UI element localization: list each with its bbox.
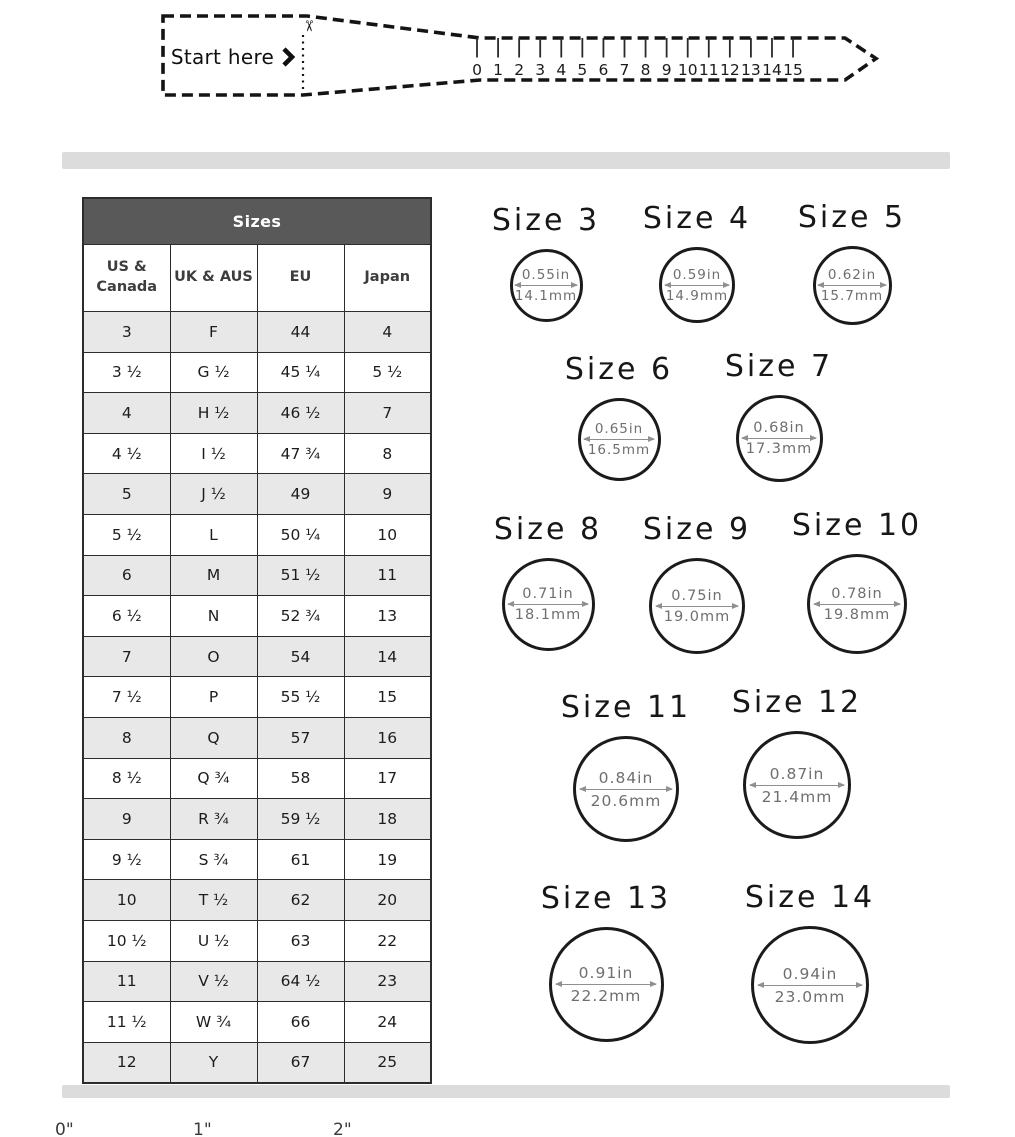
arrowhead-left-icon bbox=[555, 981, 562, 987]
ruler-number: 9 bbox=[661, 61, 672, 79]
ring-circle bbox=[751, 926, 869, 1044]
ruler-number: 13 bbox=[741, 61, 761, 79]
ring-size-label: Size 4 bbox=[642, 201, 752, 236]
ring-circle bbox=[743, 731, 851, 839]
table-row bbox=[83, 352, 431, 393]
size-cell: 54 bbox=[257, 636, 344, 677]
size-cell: 8 bbox=[344, 433, 431, 474]
size-cell: 64 ½ bbox=[257, 961, 344, 1002]
table-row bbox=[83, 433, 431, 474]
size-cell: 6 bbox=[83, 555, 170, 596]
arrowhead-right-icon bbox=[856, 982, 863, 988]
size-cell: J ½ bbox=[170, 474, 257, 515]
diameter-mm: 22.2mm bbox=[570, 987, 642, 1005]
arrowhead-right-icon bbox=[894, 601, 901, 607]
table-title: Sizes bbox=[83, 198, 431, 245]
arrowhead-left-icon bbox=[741, 435, 748, 441]
ruler-number: 8 bbox=[640, 61, 651, 79]
diameter-arrow-icon bbox=[508, 604, 588, 605]
size-cell: 11 bbox=[344, 555, 431, 596]
size-cell: 20 bbox=[344, 880, 431, 921]
size-cell: 5 bbox=[83, 474, 170, 515]
size-cell: 10 bbox=[344, 514, 431, 555]
size-cell: 55 ½ bbox=[257, 677, 344, 718]
size-cell: 7 ½ bbox=[83, 677, 170, 718]
size-cell: I ½ bbox=[170, 433, 257, 474]
size-cell: 8 ½ bbox=[83, 758, 170, 799]
size-cell: T ½ bbox=[170, 880, 257, 921]
size-cell: V ½ bbox=[170, 961, 257, 1002]
table-row bbox=[83, 839, 431, 880]
ruler-number: 5 bbox=[577, 61, 588, 79]
arrowhead-left-icon bbox=[583, 436, 590, 442]
size-cell: H ½ bbox=[170, 393, 257, 434]
ruler-number: 2 bbox=[514, 61, 525, 79]
table-row bbox=[83, 1002, 431, 1043]
ring-size-label: Size 12 bbox=[731, 685, 863, 720]
size-cell: 24 bbox=[344, 1002, 431, 1043]
ring-circle bbox=[578, 398, 661, 481]
ruler-number: 15 bbox=[783, 61, 803, 79]
size-cell: 62 bbox=[257, 880, 344, 921]
size-cell: 12 bbox=[83, 1042, 170, 1083]
size-cell: 4 ½ bbox=[83, 433, 170, 474]
ring-size-label: Size 5 bbox=[797, 199, 907, 235]
ring-circle bbox=[659, 247, 735, 323]
diameter-arrow-icon bbox=[515, 285, 577, 286]
size-cell: Q bbox=[170, 717, 257, 758]
diameter-arrow-icon bbox=[758, 985, 861, 986]
diameter-inches: 0.87in bbox=[769, 765, 825, 783]
size-cell: M bbox=[170, 555, 257, 596]
diameter-mm: 19.0mm bbox=[663, 609, 731, 625]
table-row bbox=[83, 758, 431, 799]
size-cell: 10 ½ bbox=[83, 920, 170, 961]
column-header: US & Canada bbox=[83, 245, 170, 312]
ring-circle bbox=[549, 927, 664, 1042]
size-cell: 17 bbox=[344, 758, 431, 799]
size-cell: L bbox=[170, 514, 257, 555]
size-cell: S ¾ bbox=[170, 839, 257, 880]
size-cell: 7 bbox=[344, 393, 431, 434]
start-here-label: Start here bbox=[170, 44, 275, 69]
diameter-inches: 0.55in bbox=[521, 267, 571, 283]
size-cell: 15 bbox=[344, 677, 431, 718]
diameter-mm: 15.7mm bbox=[820, 288, 884, 304]
table-row bbox=[83, 1042, 431, 1083]
ring-size-label: Size 14 bbox=[744, 880, 876, 915]
size-cell: 47 ¾ bbox=[257, 433, 344, 474]
table-row bbox=[83, 474, 431, 515]
column-header: UK & AUS bbox=[170, 245, 257, 312]
size-cell: 51 ½ bbox=[257, 555, 344, 596]
arrowhead-left-icon bbox=[507, 601, 514, 607]
diameter-arrow-icon bbox=[818, 285, 885, 286]
arrowhead-left-icon bbox=[664, 282, 671, 288]
size-cell: 59 ½ bbox=[257, 799, 344, 840]
size-cell: 45 ¼ bbox=[257, 352, 344, 393]
ring-circle bbox=[573, 736, 679, 842]
size-cell: 63 bbox=[257, 920, 344, 961]
inch-label: 2" bbox=[333, 1120, 352, 1137]
top-divider bbox=[62, 152, 950, 169]
arrowhead-right-icon bbox=[666, 786, 673, 792]
diameter-mm: 19.8mm bbox=[823, 607, 891, 623]
ruler-number: 4 bbox=[556, 61, 567, 79]
diameter-inches: 0.78in bbox=[831, 586, 883, 602]
arrowhead-right-icon bbox=[880, 282, 887, 288]
diameter-inches: 0.68in bbox=[753, 420, 805, 436]
diameter-arrow-icon bbox=[750, 785, 844, 786]
ring-size-label: Size 9 bbox=[642, 512, 752, 547]
table-body bbox=[83, 312, 431, 1084]
size-cell: 66 bbox=[257, 1002, 344, 1043]
diameter-mm: 14.1mm bbox=[514, 288, 578, 304]
size-cell: 13 bbox=[344, 596, 431, 637]
diameter-arrow-icon bbox=[584, 439, 655, 440]
diameter-inches: 0.94in bbox=[782, 965, 838, 983]
size-cell: 3 bbox=[83, 312, 170, 353]
diameter-mm: 18.1mm bbox=[514, 607, 582, 623]
diameter-arrow-icon bbox=[580, 789, 672, 790]
arrowhead-right-icon bbox=[838, 782, 845, 788]
table-row bbox=[83, 312, 431, 353]
table-row bbox=[83, 799, 431, 840]
arrowhead-right-icon bbox=[723, 282, 730, 288]
arrowhead-left-icon bbox=[817, 282, 824, 288]
size-cell: 8 bbox=[83, 717, 170, 758]
size-cell: 4 bbox=[83, 393, 170, 434]
ruler-number: 10 bbox=[677, 61, 698, 79]
table-row bbox=[83, 717, 431, 758]
size-cell: 7 bbox=[83, 636, 170, 677]
table-row bbox=[83, 961, 431, 1002]
ruler-number: 3 bbox=[535, 61, 546, 79]
ring-sizer-strip bbox=[0, 0, 1015, 112]
size-cell: Q ¾ bbox=[170, 758, 257, 799]
ruler-number: 14 bbox=[762, 61, 782, 79]
table-row bbox=[83, 880, 431, 921]
size-cell: 3 ½ bbox=[83, 352, 170, 393]
diameter-mm: 17.3mm bbox=[745, 441, 813, 457]
size-cell: 11 ½ bbox=[83, 1002, 170, 1043]
diameter-inches: 0.62in bbox=[827, 267, 877, 283]
size-cell: 57 bbox=[257, 717, 344, 758]
diameter-arrow-icon bbox=[814, 604, 901, 605]
ruler-number: 1 bbox=[493, 61, 504, 79]
diameter-arrow-icon bbox=[556, 984, 656, 985]
size-cell: O bbox=[170, 636, 257, 677]
size-cell: 49 bbox=[257, 474, 344, 515]
diameter-mm: 23.0mm bbox=[774, 988, 846, 1006]
size-cell: 10 bbox=[83, 880, 170, 921]
diameter-arrow-icon bbox=[665, 285, 729, 286]
arrowhead-left-icon bbox=[749, 782, 756, 788]
size-cell: 9 ½ bbox=[83, 839, 170, 880]
size-cell: G ½ bbox=[170, 352, 257, 393]
arrowhead-left-icon bbox=[579, 786, 586, 792]
ring-size-label: Size 6 bbox=[564, 351, 674, 387]
ring-circle bbox=[807, 554, 907, 654]
arrowhead-right-icon bbox=[582, 601, 589, 607]
size-cell: Y bbox=[170, 1042, 257, 1083]
diameter-inches: 0.84in bbox=[598, 769, 654, 787]
size-cell: 5 ½ bbox=[83, 514, 170, 555]
arrowhead-right-icon bbox=[810, 435, 817, 441]
table-row bbox=[83, 920, 431, 961]
size-cell: 44 bbox=[257, 312, 344, 353]
size-cell: 61 bbox=[257, 839, 344, 880]
inch-label: 0" bbox=[55, 1120, 74, 1137]
size-cell: 19 bbox=[344, 839, 431, 880]
ring-circle bbox=[649, 558, 745, 654]
table-row bbox=[83, 677, 431, 718]
diameter-inches: 0.65in bbox=[594, 421, 644, 437]
column-header: EU bbox=[257, 245, 344, 312]
column-header: Japan bbox=[344, 245, 431, 312]
ring-circle bbox=[510, 249, 583, 322]
diameter-inches: 0.71in bbox=[522, 586, 574, 602]
ring-circle bbox=[813, 246, 892, 325]
size-cell: 4 bbox=[344, 312, 431, 353]
size-cell: 25 bbox=[344, 1042, 431, 1083]
ring-size-label: Size 13 bbox=[540, 880, 672, 916]
diameter-inches: 0.59in bbox=[672, 267, 722, 283]
diameter-inches: 0.91in bbox=[578, 964, 634, 982]
size-cell: P bbox=[170, 677, 257, 718]
ruler-number: 0 bbox=[472, 61, 482, 79]
arrowhead-left-icon bbox=[813, 601, 820, 607]
size-cell: 46 ½ bbox=[257, 393, 344, 434]
diameter-mm: 20.6mm bbox=[590, 792, 662, 810]
ring-size-label: Size 7 bbox=[724, 348, 834, 384]
bottom-divider bbox=[62, 1085, 950, 1098]
size-cell: 9 bbox=[83, 799, 170, 840]
table-row bbox=[83, 596, 431, 637]
arrowhead-right-icon bbox=[732, 603, 739, 609]
arrowhead-right-icon bbox=[648, 436, 655, 442]
size-cell: 58 bbox=[257, 758, 344, 799]
size-cell: 16 bbox=[344, 717, 431, 758]
diameter-mm: 21.4mm bbox=[761, 788, 833, 806]
size-cell: 5 ½ bbox=[344, 352, 431, 393]
table-row bbox=[83, 555, 431, 596]
size-cell: F bbox=[170, 312, 257, 353]
size-cell: 18 bbox=[344, 799, 431, 840]
start-here-chevron-icon bbox=[281, 46, 295, 68]
ring-size-table bbox=[82, 197, 432, 1084]
size-cell: U ½ bbox=[170, 920, 257, 961]
size-cell: 14 bbox=[344, 636, 431, 677]
table-row bbox=[83, 393, 431, 434]
ring-size-label: Size 3 bbox=[491, 202, 601, 238]
arrowhead-right-icon bbox=[571, 282, 578, 288]
size-cell: 6 ½ bbox=[83, 596, 170, 637]
size-cell: R ¾ bbox=[170, 799, 257, 840]
diameter-mm: 16.5mm bbox=[587, 442, 651, 458]
ring-size-label: Size 10 bbox=[791, 508, 923, 543]
arrowhead-right-icon bbox=[650, 981, 657, 987]
table-row bbox=[83, 636, 431, 677]
arrowhead-left-icon bbox=[757, 982, 764, 988]
ruler-number: 6 bbox=[598, 61, 609, 79]
diameter-inches: 0.75in bbox=[671, 588, 723, 604]
arrowhead-left-icon bbox=[655, 603, 662, 609]
size-cell: N bbox=[170, 596, 257, 637]
ring-circle bbox=[502, 558, 595, 651]
ring-circle bbox=[736, 395, 823, 482]
ruler-number: 11 bbox=[698, 61, 719, 79]
ruler-number: 12 bbox=[719, 61, 740, 79]
diameter-mm: 14.9mm bbox=[665, 288, 729, 304]
table-column-headers bbox=[83, 245, 431, 312]
ring-size-label: Size 8 bbox=[493, 511, 603, 547]
size-cell: 67 bbox=[257, 1042, 344, 1083]
size-cell: W ¾ bbox=[170, 1002, 257, 1043]
diameter-arrow-icon bbox=[656, 606, 739, 607]
size-cell: 22 bbox=[344, 920, 431, 961]
size-cell: 23 bbox=[344, 961, 431, 1002]
size-cell: 11 bbox=[83, 961, 170, 1002]
arrowhead-left-icon bbox=[514, 282, 521, 288]
ruler-number: 7 bbox=[619, 61, 630, 79]
size-cell: 50 ¼ bbox=[257, 514, 344, 555]
diameter-arrow-icon bbox=[742, 438, 817, 439]
size-cell: 52 ¾ bbox=[257, 596, 344, 637]
table-row bbox=[83, 514, 431, 555]
size-cell: 9 bbox=[344, 474, 431, 515]
start-here-label-box bbox=[163, 18, 303, 95]
ring-size-label: Size 11 bbox=[560, 690, 692, 725]
inch-label: 1" bbox=[193, 1120, 212, 1137]
scissors-icon: ✂ bbox=[300, 19, 318, 33]
